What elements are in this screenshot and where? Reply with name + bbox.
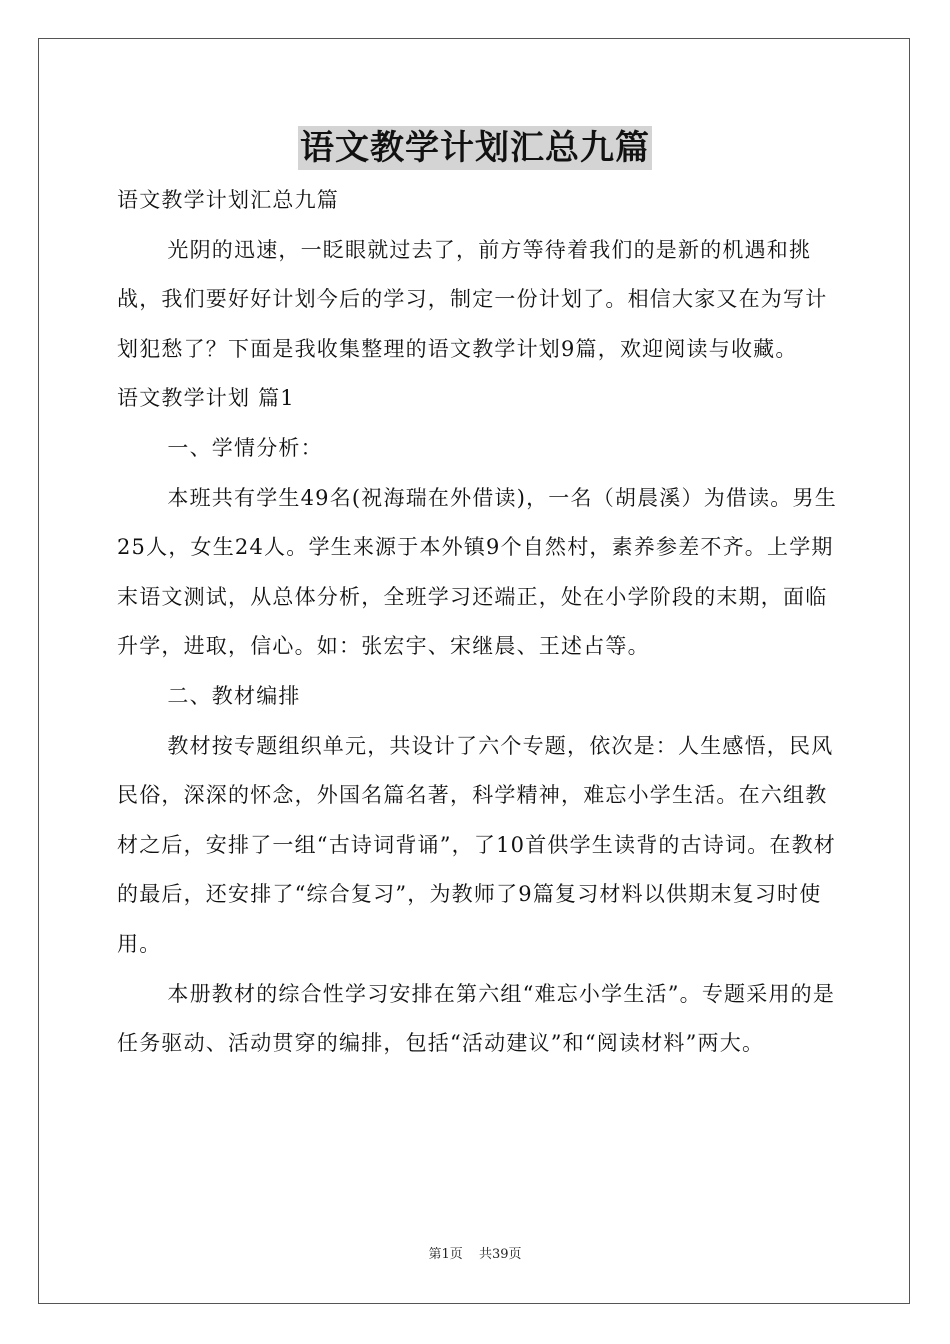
paragraph: 教材按专题组织单元，共设计了六个专题，依次是：人生感悟，民风民俗，深深的怀念，外国名篇名著，科学精神，难忘小学生活。在六组教材之后，安排了一组“古诗词背诵”，了10首供学生读背的古诗词。在教材的最后，还安排了“综合复习”，为教师了9篇复习材料以供期末复习时使用。 <box>117 733 836 956</box>
paragraph: 本班共有学生49名(祝海瑞在外借读)，一名（胡晨溪）为借读。男生25人，女生24人。学生来源于本外镇9个自然村，素养参差不齐。上学期末语文测试，从总体分析，全班学习还端正，处在小学阶段的末期，面临升学，进取，信心。如：张宏宇、宋继晨、王述占等。 <box>117 485 837 659</box>
page-number: 第1页 <box>428 1247 463 1262</box>
title-container <box>0 126 950 170</box>
page-total: 共39页 <box>478 1247 522 1262</box>
document-title: 语文教学计划汇总九篇 <box>300 128 650 168</box>
subsection-heading: 二、教材编排 <box>167 683 301 708</box>
paragraph: 本册教材的综合性学习安排在第六组“难忘小学生活”。专题采用的是任务驱动、活动贯穿的编排，包括“活动建议”和“阅读材料”两大。 <box>117 981 836 1056</box>
document-subtitle: 语文教学计划汇总九篇 <box>117 188 339 212</box>
document-body <box>117 176 837 1069</box>
page-footer <box>0 1246 950 1264</box>
paragraph: 光阴的迅速，一眨眼就过去了，前方等待着我们的是新的机遇和挑战，我们要好好计划今后的学习，制定一份计划了。相信大家又在为写计划犯愁了？下面是我收集整理的语文教学计划9篇，欢迎阅读与收藏。 <box>117 237 828 361</box>
subsection-heading: 一、学情分析： <box>167 435 323 460</box>
section-heading: 语文教学计划 篇1 <box>117 386 295 411</box>
